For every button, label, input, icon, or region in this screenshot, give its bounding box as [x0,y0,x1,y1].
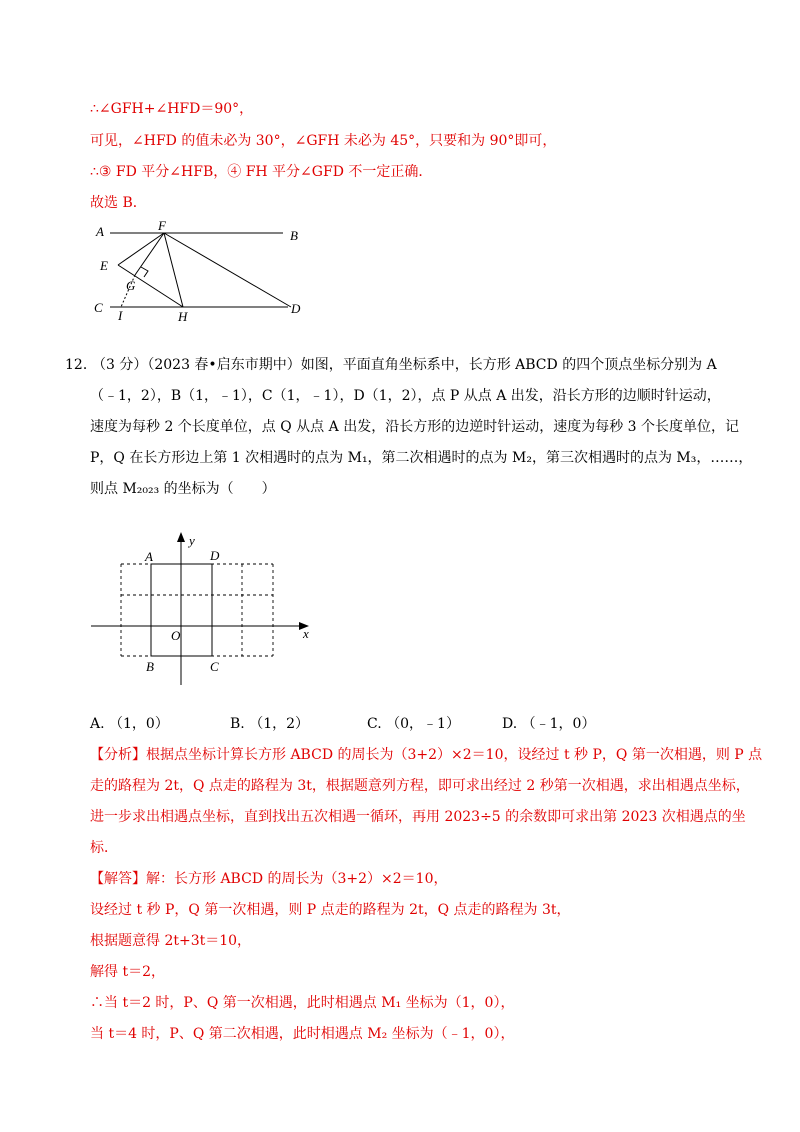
fig1-label-d: D [291,301,301,316]
solution-line-4: 故选 B． [90,195,147,211]
fig2-label-x: x [303,626,309,641]
answer-line-1: 【解答】解：长方形 ABCD 的周长为（3+2）×2＝10， [90,871,448,887]
fig1-label-b: B [290,228,298,243]
fig1-label-i: I [118,308,123,323]
figure-coordinate-grid [88,530,318,690]
fig2-label-o: O [171,628,181,643]
analysis-line-1: 【分析】根据点坐标计算长方形 ABCD 的周长为（3+2）×2＝10，设经过 t 秒 P，Q 第一次相遇，则 P 点 [90,747,763,763]
question-line-4: P，Q 在长方形边上第 1 次相遇时的点为 M₁，第二次相遇时的点为 M₂，第三次相遇时的点为 M₃，……， [90,450,753,466]
solution-line-2: 可见，∠HFD 的值未必为 30°，∠GFH 未必为 45°，只要和为 90°即可， [90,133,557,149]
answer-line-2: 设经过 t 秒 P，Q 第一次相遇，则 P 点走的路程为 2t，Q 点走的路程为 3t， [90,902,571,918]
option-c [367,713,460,733]
solution-line-3: ∴③ FD 平分∠HFB，④ FH 平分∠GFD 不一定正确． [90,164,433,180]
option-b [230,713,309,733]
question-line-1: （3 分）（2023 春•启东市期中）如图，平面直角坐标系中，长方形 ABCD 的四个顶点坐标分别为 A [92,357,717,373]
option-c-letter: C. [367,716,382,732]
question-line-3: 速度为每秒 2 个长度单位，点 Q 从点 A 出发，沿长方形的边逆时针运动，速度为每秒 3 个长度单位，记 [90,419,740,435]
question-line-2: （﹣1，2），B（1，﹣1），C（1，﹣1），D（1，2），点 P 从点 A 出发，沿长方形的边顺时针运动， [90,388,721,404]
analysis-line-4: 标． [90,840,118,856]
question-line-5: 则点 M₂₀₂₃ 的坐标为（ ） [90,481,276,497]
fig2-label-a: A [145,549,153,564]
fig1-label-c: C [94,300,103,315]
answer-line-4: 解得 t＝2， [90,964,165,980]
figure-parallel-lines [88,220,318,325]
fig2-label-y: y [189,533,195,548]
option-b-text: （1，2） [249,716,310,732]
fig1-label-a: A [96,224,104,239]
option-a-letter: A. [90,716,105,732]
option-d-letter: D. [502,716,518,732]
option-a-text: （1，0） [109,716,169,732]
fig1-label-e: E [100,258,108,273]
analysis-line-2: 走的路程为 2t，Q 点走的路程为 3t，根据题意列方程，即可求出经过 2 秒第一次相遇，求出相遇点坐标， [90,778,750,794]
option-d [502,713,595,733]
question-number: 12． [65,357,97,373]
fig1-label-g: G [126,278,136,293]
fig2-label-d: D [210,548,220,563]
answer-line-5: ∴当 t＝2 时，P、Q 第一次相遇，此时相遇点 M₁ 坐标为（1，0）， [90,995,515,1011]
solution-line-1: ∴∠GFH+∠HFD＝90°， [90,101,254,117]
option-a [90,713,169,733]
fig1-label-h: H [178,309,188,324]
analysis-line-3: 进一步求出相遇点坐标，直到找出五次相遇一循环，再用 2023÷5 的余数即可求出第 2023 次相遇点的坐 [90,809,746,825]
answer-line-3: 根据题意得 2t+3t＝10， [90,933,252,949]
option-c-text: （0，﹣1） [386,716,460,732]
fig2-label-b: B [146,659,154,674]
option-b-letter: B. [230,716,245,732]
fig2-label-c: C [210,659,219,674]
fig1-label-f: F [158,220,166,233]
option-d-text: （﹣1，0） [521,716,596,732]
answer-line-6: 当 t＝4 时，P、Q 第二次相遇，此时相遇点 M₂ 坐标为（﹣1，0）， [90,1026,515,1042]
